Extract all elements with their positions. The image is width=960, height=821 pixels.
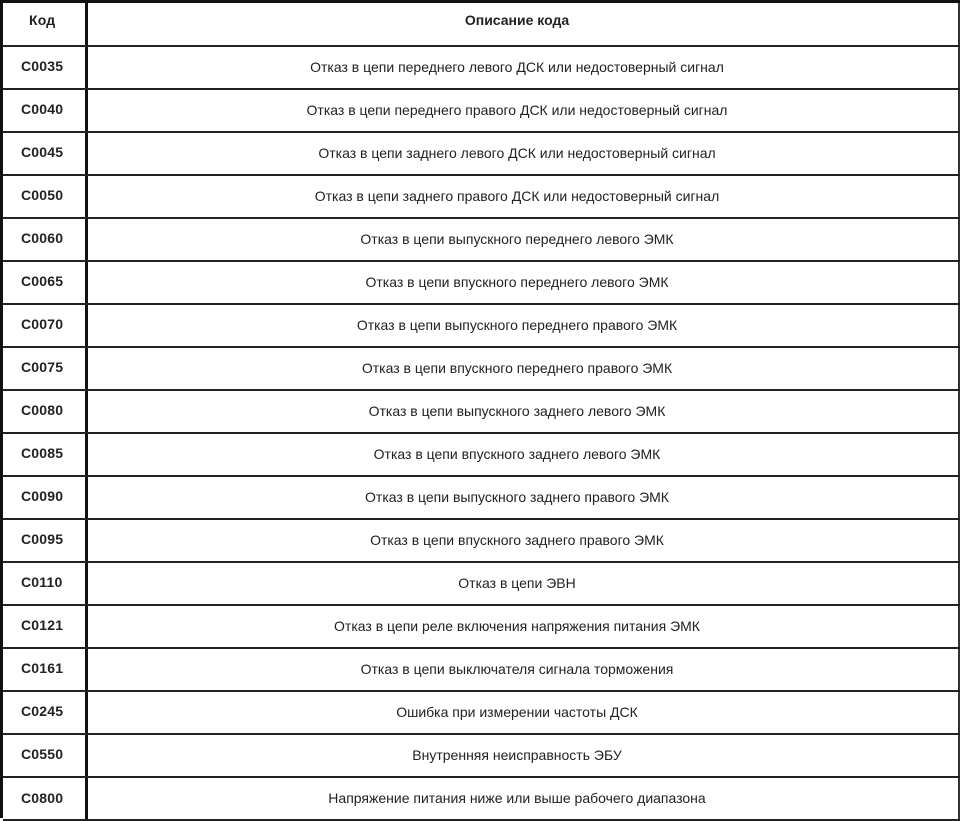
code-cell: C0035 (3, 47, 88, 88)
description-cell: Отказ в цепи впускного переднего правого ЭМК (88, 348, 960, 389)
code-cell: C0080 (3, 391, 88, 432)
description-cell: Отказ в цепи реле включения напряжения питания ЭМК (88, 606, 960, 647)
description-cell: Отказ в цепи переднего правого ДСК или недостоверный сигнал (88, 90, 960, 131)
description-cell: Отказ в цепи впускного заднего правого ЭМК (88, 520, 960, 561)
table-row (3, 133, 960, 176)
description-cell: Отказ в цепи выпускного заднего правого ЭМК (88, 477, 960, 518)
code-cell: C0050 (3, 176, 88, 217)
code-cell: C0800 (3, 778, 88, 819)
code-cell: C0090 (3, 477, 88, 518)
code-cell: C0045 (3, 133, 88, 174)
table-row (3, 219, 960, 262)
table-row (3, 477, 960, 520)
table-row (3, 778, 960, 821)
code-cell: C0060 (3, 219, 88, 260)
code-cell: C0161 (3, 649, 88, 690)
description-cell: Отказ в цепи выпускного переднего правого ЭМК (88, 305, 960, 346)
table-header-row (3, 3, 960, 47)
description-cell: Отказ в цепи выпускного заднего левого ЭМК (88, 391, 960, 432)
table-row (3, 649, 960, 692)
table-row (3, 391, 960, 434)
header-code: Код (3, 3, 88, 45)
code-cell: C0550 (3, 735, 88, 776)
description-cell: Отказ в цепи заднего левого ДСК или недостоверный сигнал (88, 133, 960, 174)
table-row (3, 47, 960, 90)
description-cell: Отказ в цепи впускного переднего левого ЭМК (88, 262, 960, 303)
description-cell: Отказ в цепи переднего левого ДСК или недостоверный сигнал (88, 47, 960, 88)
code-cell: C0040 (3, 90, 88, 131)
header-description: Описание кода (88, 3, 960, 45)
description-cell: Отказ в цепи впускного заднего левого ЭМК (88, 434, 960, 475)
description-cell: Внутренняя неисправность ЭБУ (88, 735, 960, 776)
code-cell: C0110 (3, 563, 88, 604)
table-row (3, 735, 960, 778)
description-cell: Отказ в цепи заднего правого ДСК или недостоверный сигнал (88, 176, 960, 217)
table-row (3, 434, 960, 477)
code-cell: C0075 (3, 348, 88, 389)
description-cell: Отказ в цепи выключателя сигнала торможения (88, 649, 960, 690)
code-cell: C0065 (3, 262, 88, 303)
table-row (3, 348, 960, 391)
table-row (3, 90, 960, 133)
description-cell: Ошибка при измерении частоты ДСК (88, 692, 960, 733)
code-cell: C0121 (3, 606, 88, 647)
table-row (3, 176, 960, 219)
description-cell: Напряжение питания ниже или выше рабочего диапазона (88, 778, 960, 819)
table-row (3, 262, 960, 305)
code-cell: C0070 (3, 305, 88, 346)
table-row (3, 520, 960, 563)
code-cell: C0095 (3, 520, 88, 561)
table-row (3, 606, 960, 649)
table-row (3, 563, 960, 606)
description-cell: Отказ в цепи выпускного переднего левого ЭМК (88, 219, 960, 260)
code-cell: C0085 (3, 434, 88, 475)
description-cell: Отказ в цепи ЭВН (88, 563, 960, 604)
table-row (3, 692, 960, 735)
table-row (3, 305, 960, 348)
code-cell: C0245 (3, 692, 88, 733)
